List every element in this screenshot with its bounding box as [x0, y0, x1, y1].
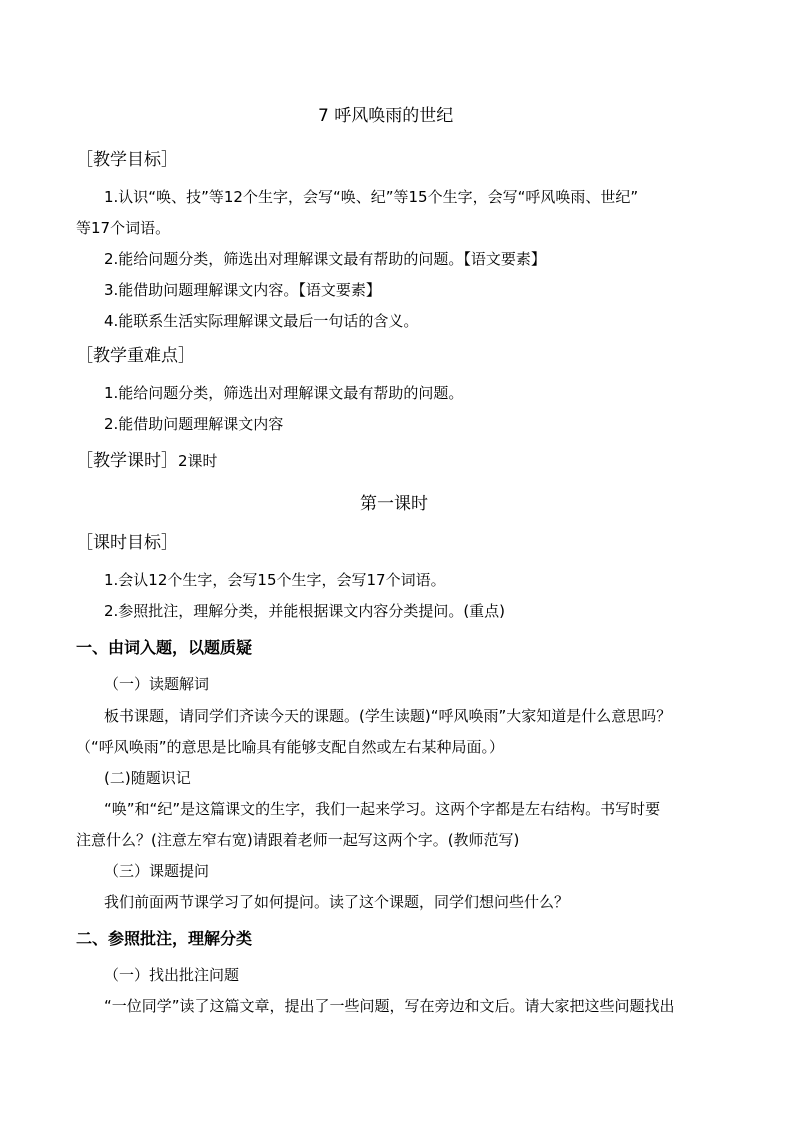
- lesson-goal-1: 1.会认12个生字，会写15个生字，会写17个词语。: [104, 571, 446, 589]
- key-difficulties-heading: ［教学重难点］: [76, 346, 195, 366]
- part-two-sub1: （一）找出批注问题: [104, 966, 240, 984]
- class-hours-heading: ［教学课时］: [76, 451, 178, 471]
- class-hours-line: [76, 451, 218, 471]
- teaching-goal-3: 3.能借助问题理解课文内容。【语文要素】: [104, 281, 381, 299]
- part-two-heading: 二、参照批注，理解分类: [76, 929, 253, 948]
- part-one-sub1-line-1: 板书课题，请同学们齐读今天的课题。(学生读题)“呼风唤雨”大家知道是什么意思吗？: [104, 707, 672, 725]
- part-one-sub3: （三）课题提问: [104, 862, 210, 880]
- teaching-goal-4: 4.能联系生活实际理解课文最后一句话的含义。: [104, 312, 419, 330]
- document-title: 7 呼风唤雨的世纪: [318, 106, 454, 126]
- class-hours-value: 2课时: [178, 452, 218, 470]
- part-two-sub1-line-1: “一位同学”读了这篇文章，提出了一些问题，写在旁边和文后。请大家把这些问题找出: [104, 997, 675, 1015]
- lesson-goal-2: 2.参照批注，理解分类，并能根据课文内容分类提问。(重点): [104, 602, 506, 620]
- part-one-heading: 一、由词入题，以题质疑: [76, 638, 253, 657]
- part-one-sub2: (二)随题识记: [104, 769, 191, 787]
- lesson-one-heading: 第一课时: [360, 494, 428, 514]
- key-difficulty-2: 2.能借助问题理解课文内容: [104, 415, 284, 433]
- teaching-goals-heading: ［教学目标］: [76, 150, 178, 170]
- part-one-sub2-line-1: “唤”和“纪”是这篇课文的生字，我们一起来学习。这两个字都是左右结构。书写时要: [104, 800, 661, 818]
- lesson-goals-heading: ［课时目标］: [76, 533, 178, 553]
- part-one-sub3-line-1: 我们前面两节课学习了如何提问。读了这个课题，同学们想问些什么？: [104, 893, 570, 911]
- part-one-sub2-line-2: 注意什么？(注意左窄右宽)请跟着老师一起写这两个字。(教师范写): [76, 831, 520, 849]
- key-difficulty-1: 1.能给问题分类，筛选出对理解课文最有帮助的问题。: [104, 384, 464, 402]
- part-one-sub1: （一）读题解词: [104, 675, 210, 693]
- teaching-goal-2: 2.能给问题分类，筛选出对理解课文最有帮助的问题。【语文要素】: [104, 250, 546, 268]
- part-one-sub1-line-2: （“呼风唤雨”的意思是比喻具有能够支配自然或左右某种局面。）: [76, 738, 505, 756]
- teaching-goal-1: 1.认识“唤、技”等12个生字，会写“唤、纪”等15个生字，会写“呼风唤雨、世纪”: [104, 188, 639, 206]
- teaching-goal-1-cont: 等17个词语。: [76, 219, 171, 237]
